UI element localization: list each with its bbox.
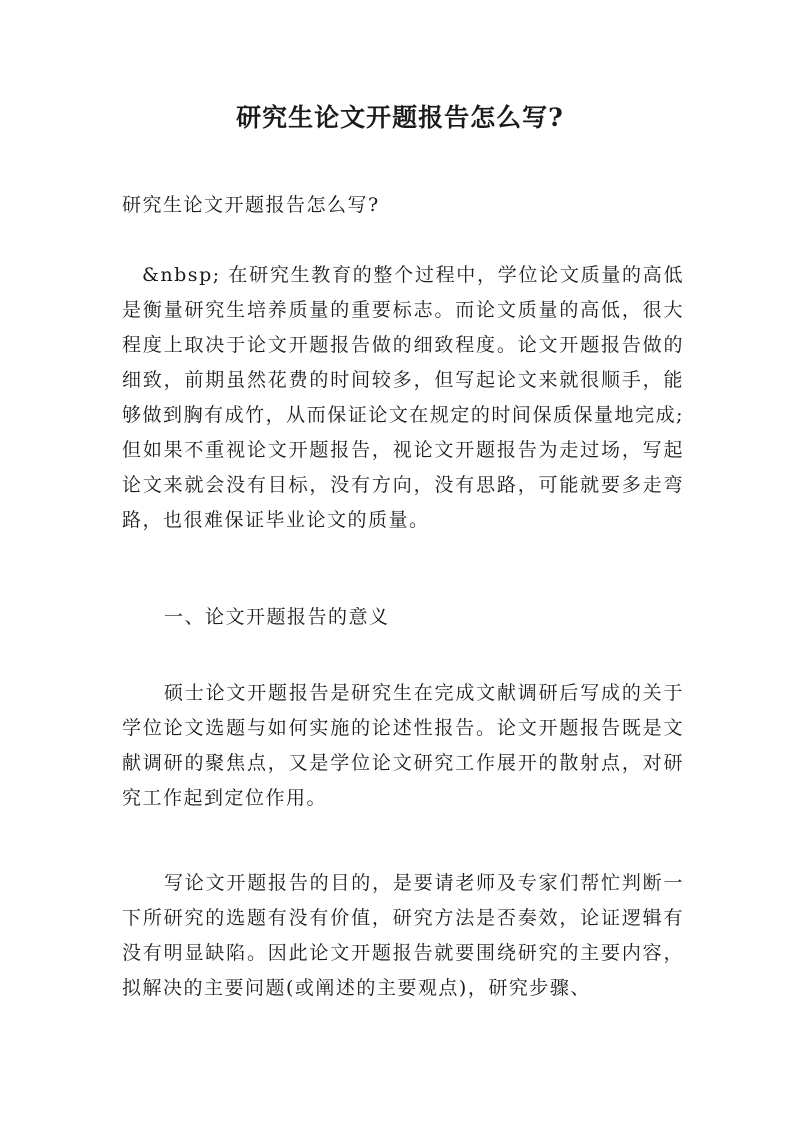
body-paragraph-1: 硕士论文开题报告是研究生在完成文献调研后写成的关于学位论文选题与如何实施的论述性报告。论文开题报告既是文献调研的聚焦点，又是学位论文研究工作展开的散射点，对研究工作起到定位作用。 bbox=[122, 682, 684, 809]
document-subtitle: 研究生论文开题报告怎么写? bbox=[122, 194, 380, 216]
intro-paragraph: &nbsp; 在研究生教育的整个过程中，学位论文质量的高低是衡量研究生培养质量的重要标志。而论文质量的高低，很大程度上取决于论文开题报告做的细致程度。论文开题报告做的细致，前期虽然花费的时间较多，但写起论文来就很顺手，能够做到胸有成竹，从而保证论文在规定的时间保质保量地完成;但如果不重视论文开题报告，视论文开题报告为走过场，写起论文来就会没有目标，没有方向，没有思路，可能就要多走弯路，也很难保证毕业论文的质量。 bbox=[122, 264, 684, 531]
document-title: 研究生论文开题报告怎么写? bbox=[236, 103, 564, 132]
body-paragraph-2: 写论文开题报告的目的，是要请老师及专家们帮忙判断一下所研究的选题有没有价值，研究方法是否奏效，论证逻辑有没有明显缺陷。因此论文开题报告就要围绕研究的主要内容，拟解决的主要问题(或阐述的主要观点)，研究步骤、 bbox=[122, 872, 684, 999]
section-heading-significance: 一、论文开题报告的意义 bbox=[164, 606, 390, 628]
